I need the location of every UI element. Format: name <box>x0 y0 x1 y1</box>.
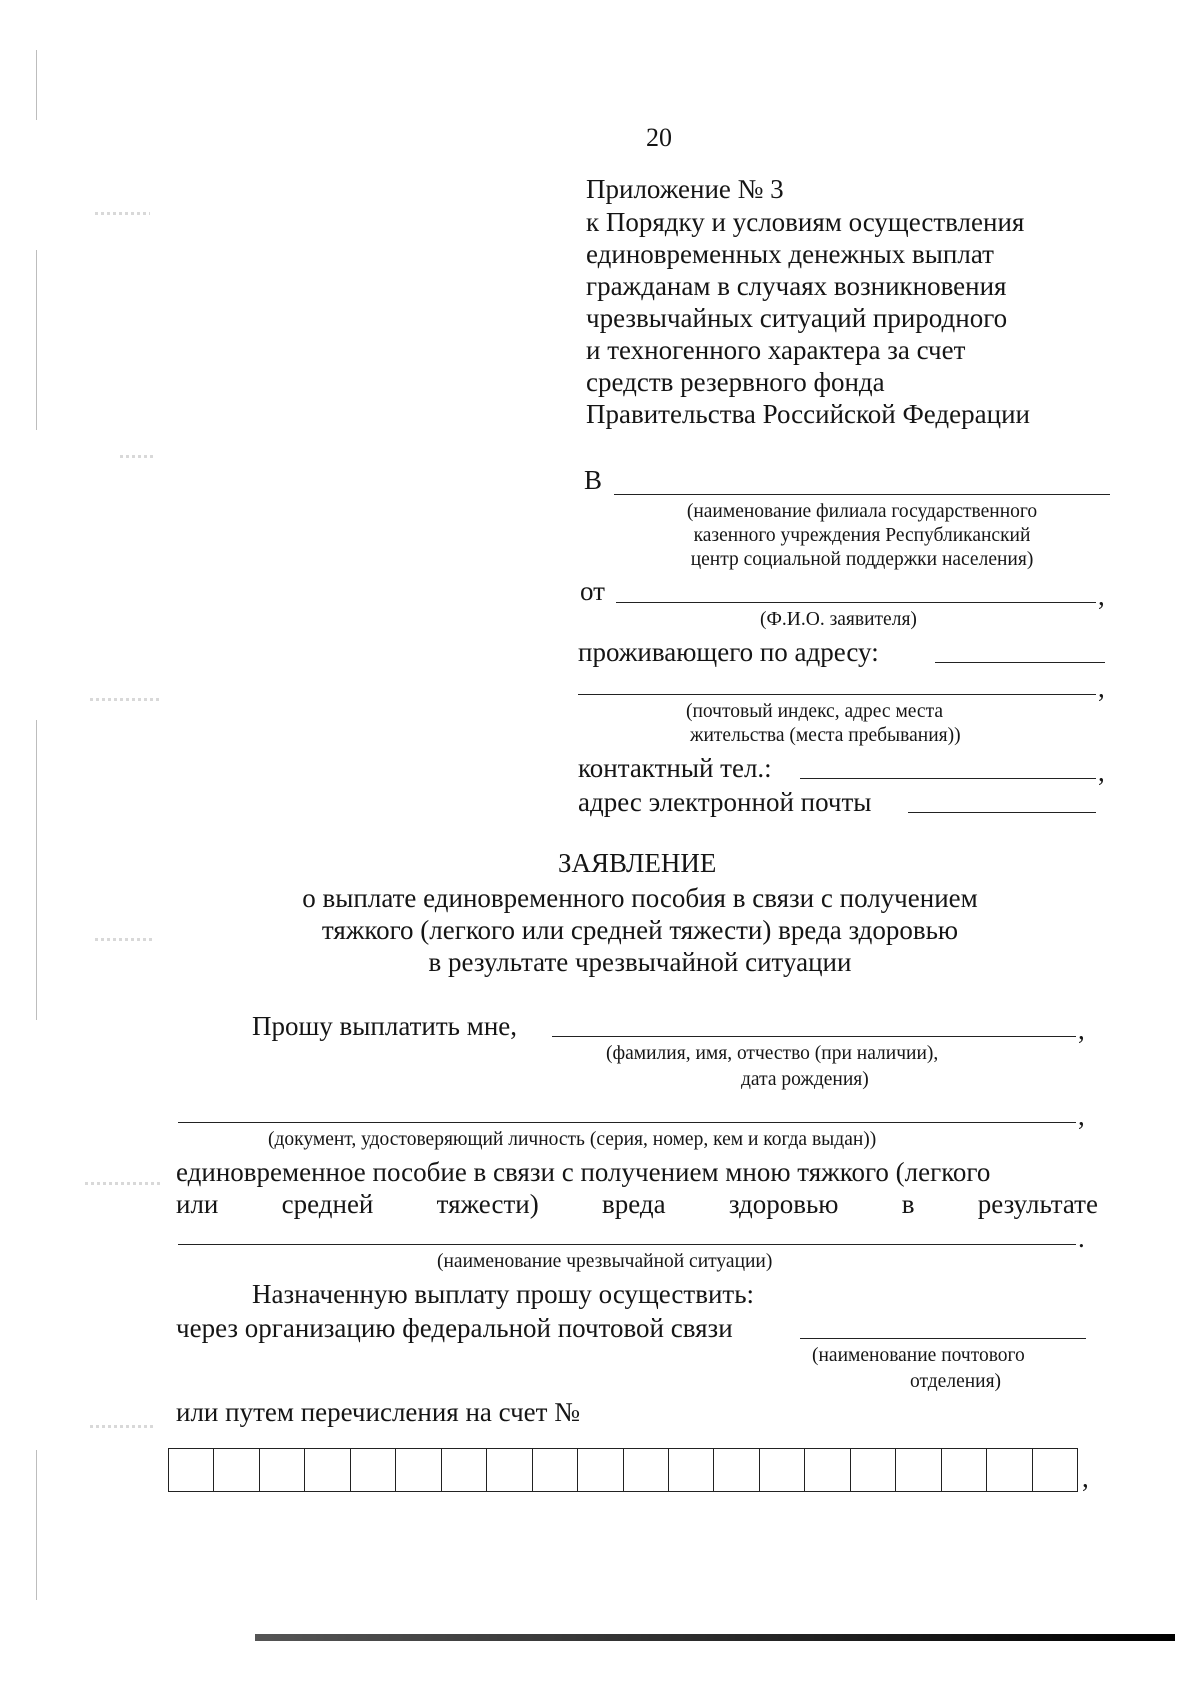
account-label: или путем перечисления на счет № <box>176 1397 580 1427</box>
to-field[interactable] <box>614 494 1110 495</box>
name-hint: (фамилия, имя, отчество (при наличии), <box>606 1043 939 1064</box>
comma: , <box>1078 1015 1085 1045</box>
account-digit-cell[interactable] <box>578 1449 623 1491</box>
statement-subtitle: тяжкого (легкого или средней тяжести) вреда здоровью <box>321 915 959 945</box>
email-field[interactable] <box>908 812 1096 813</box>
scan-smudge <box>90 1425 155 1428</box>
to-hint: казенного учреждения Республиканский <box>693 525 1031 546</box>
account-digit-cell[interactable] <box>1033 1449 1077 1491</box>
from-label: от <box>580 576 605 606</box>
emergency-field[interactable] <box>178 1244 1076 1245</box>
email-label: адрес электронной почты <box>578 787 872 817</box>
from-hint: (Ф.И.О. заявителя) <box>760 609 917 630</box>
account-digit-cell[interactable] <box>442 1449 487 1491</box>
appendix-line: гражданам в случаях возникновения <box>586 271 1007 301</box>
emergency-hint: (наименование чрезвычайной ситуации) <box>437 1251 773 1272</box>
id-document-hint: (документ, удостоверяющий личность (серия, номер, кем и когда выдан)) <box>268 1129 877 1150</box>
purpose-word: в <box>901 1189 915 1219</box>
comma: , <box>1082 1463 1089 1493</box>
to-hint: (наименование филиала государственного <box>686 501 1038 522</box>
account-digit-cell[interactable] <box>851 1449 896 1491</box>
appendix-line: средств резервного фонда <box>586 367 885 397</box>
account-digit-cell[interactable] <box>805 1449 850 1491</box>
purpose-line-1: единовременное пособие в связи с получением мною тяжкого (легкого <box>176 1157 991 1187</box>
scan-edge-left <box>36 50 37 120</box>
to-hint: центр социальной поддержки населения) <box>690 549 1034 570</box>
id-document-field[interactable] <box>178 1122 1076 1123</box>
purpose-line-2 <box>176 1188 1098 1220</box>
account-digit-cell[interactable] <box>942 1449 987 1491</box>
appendix-line: и техногенного характера за счет <box>586 335 966 365</box>
scan-smudge <box>85 1182 160 1185</box>
scan-smudge <box>95 938 155 941</box>
address-field[interactable] <box>935 662 1105 663</box>
account-digit-cell[interactable] <box>396 1449 441 1491</box>
statement-heading: ЗАЯВЛЕНИЕ <box>558 848 717 878</box>
request-label: Прошу выплатить мне, <box>252 1011 518 1041</box>
scan-smudge <box>95 212 150 215</box>
account-digit-cell[interactable] <box>169 1449 214 1491</box>
scan-edge-left <box>36 720 37 1020</box>
account-digit-cell[interactable] <box>260 1449 305 1491</box>
statement-subtitle: о выплате единовременного пособия в связи с получением <box>302 883 978 913</box>
scan-edge-left <box>36 250 37 430</box>
account-digit-cell[interactable] <box>714 1449 759 1491</box>
account-digit-cell[interactable] <box>305 1449 350 1491</box>
post-hint: отделения) <box>910 1371 1002 1392</box>
account-digit-cell[interactable] <box>624 1449 669 1491</box>
name-field[interactable] <box>552 1036 1076 1037</box>
phone-field[interactable] <box>800 778 1096 779</box>
appendix-line: Правительства Российской Федерации <box>586 399 1030 429</box>
account-digit-cell[interactable] <box>987 1449 1032 1491</box>
purpose-word: тяжести) <box>436 1189 539 1219</box>
phone-label: контактный тел.: <box>578 753 772 783</box>
account-digit-cell[interactable] <box>760 1449 805 1491</box>
account-digit-cell[interactable] <box>214 1449 259 1491</box>
appendix-line: единовременных денежных выплат <box>586 239 994 269</box>
account-digit-cell[interactable] <box>896 1449 941 1491</box>
purpose-word: вреда <box>601 1189 666 1219</box>
purpose-word: или <box>176 1189 219 1219</box>
post-office-field[interactable] <box>800 1338 1086 1339</box>
purpose-word: средней <box>281 1189 374 1219</box>
scan-smudge <box>120 455 155 458</box>
scan-smudge <box>90 698 160 701</box>
address-label: проживающего по адресу: <box>578 637 879 667</box>
address-hint: (почтовый индекс, адрес места <box>686 701 944 722</box>
account-number-grid[interactable] <box>168 1448 1078 1492</box>
scan-edge-left <box>36 1450 37 1600</box>
statement-subtitle: в результате чрезвычайной ситуации <box>428 947 852 977</box>
post-label: через организацию федеральной почтовой связи <box>176 1313 733 1343</box>
payment-label: Назначенную выплату прошу осуществить: <box>252 1279 755 1309</box>
account-digit-cell[interactable] <box>351 1449 396 1491</box>
address-field-2[interactable] <box>578 694 1096 695</box>
from-field[interactable] <box>616 602 1096 603</box>
name-hint: дата рождения) <box>741 1069 869 1090</box>
comma: , <box>1098 673 1105 703</box>
appendix-line: к Порядку и условиям осуществления <box>586 207 1025 237</box>
address-hint: жительства (места пребывания)) <box>690 725 961 746</box>
comma: , <box>1078 1101 1085 1131</box>
page-bottom-bar <box>255 1634 1175 1641</box>
comma: , <box>1098 757 1105 787</box>
account-digit-cell[interactable] <box>487 1449 532 1491</box>
period: . <box>1078 1223 1085 1253</box>
to-label: В <box>584 465 603 495</box>
post-hint: (наименование почтового <box>812 1345 1025 1366</box>
purpose-word: здоровью <box>728 1189 839 1219</box>
purpose-word: результате <box>977 1189 1098 1219</box>
appendix-title: Приложение № 3 <box>586 174 784 204</box>
account-digit-cell[interactable] <box>669 1449 714 1491</box>
appendix-line: чрезвычайных ситуаций природного <box>586 303 1008 333</box>
page-number: 20 <box>646 123 672 152</box>
account-digit-cell[interactable] <box>533 1449 578 1491</box>
comma: , <box>1098 581 1105 611</box>
